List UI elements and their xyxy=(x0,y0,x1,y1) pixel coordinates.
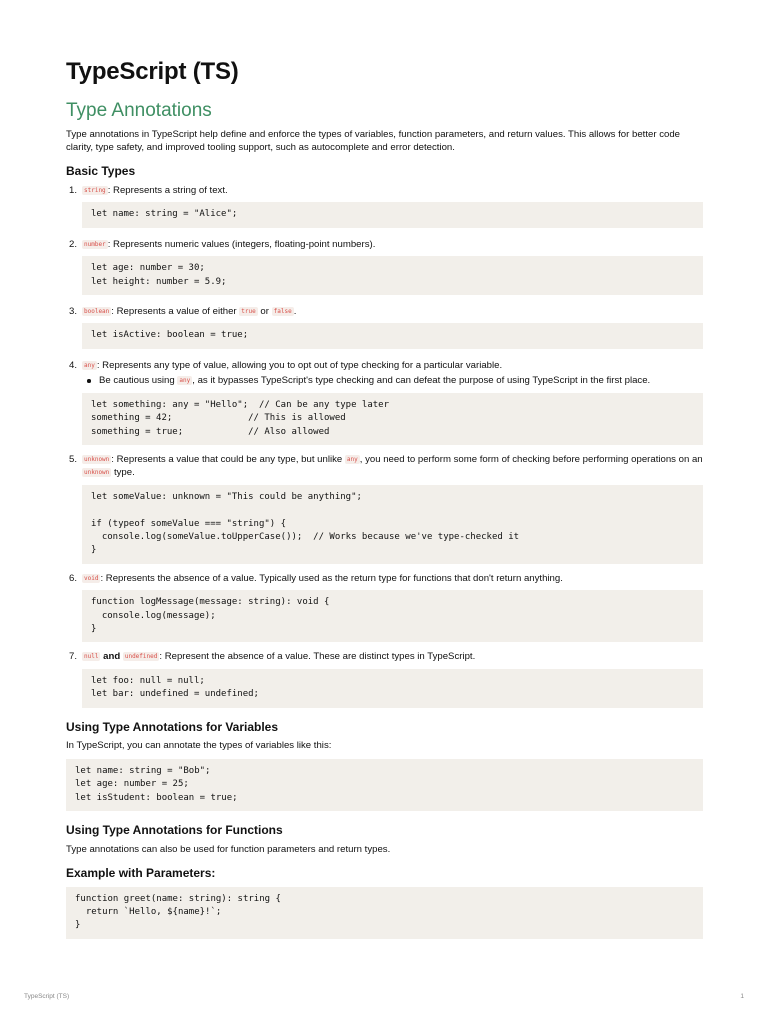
inline-code: any xyxy=(179,377,191,385)
inline-code: string xyxy=(84,186,106,194)
type-desc: string : Represents a string of text. xyxy=(84,184,228,196)
code-block: let someValue: unknown = "This could be anything"; if (typeof someValue === "string") { console.log(someValue.toUpperCase()); // Works because we've type-checked it } xyxy=(82,485,703,564)
list-item: 2. number : Represents numeric values (integers, floating-point numbers). let age: number = 30; let height: number = 5.9; xyxy=(66,238,703,295)
basic-types-list xyxy=(66,184,703,708)
code-block: let isActive: boolean = true; xyxy=(82,323,703,348)
code-block: let age: number = 30; let height: number = 5.9; xyxy=(82,256,703,295)
inline-code: void xyxy=(84,574,99,582)
type-desc: void : Represents the absence of a value. Typically used as the return type for functions that don't return anything. xyxy=(84,572,563,584)
document-page xyxy=(66,58,703,939)
type-desc: number : Represents numeric values (integers, floating-point numbers). xyxy=(84,238,376,250)
code-block: let something: any = "Hello"; // Can be any type later something = 42; // This is allowed something = true; // Also allowed xyxy=(82,393,703,445)
code-block: let name: string = "Bob"; let age: number = 25; let isStudent: boolean = true; xyxy=(66,759,703,811)
inline-code: any xyxy=(84,361,95,369)
footer-title: TypeScript (TS) xyxy=(24,993,70,1000)
type-desc: unknown : Represents a value that could be any type, but unlike any , you need to perform some form of checking before performing operations on an unknown type. xyxy=(84,453,703,479)
intro-paragraph: Type annotations in TypeScript help define and enforce the types of variables, function parameters, and return values. This allows for better code clarity, type safety, and improved tooling support, such as autocomplete and error detection. xyxy=(66,128,681,153)
inline-code: number xyxy=(84,240,106,248)
inline-code: unknown xyxy=(84,455,110,463)
inline-code: unknown xyxy=(84,469,110,477)
list-item: 5. unknown : Represents a value that could be any type, but unlike any , you need to perform some form of checking before performing operations on an unknown type. let someValue: unknown = "This could be anything"; if (typeof someValue === "string") { console.log(someValue.toUpperCase()); // Works because we've type-checked it } xyxy=(66,453,703,564)
section-heading: Type Annotations xyxy=(66,99,212,121)
inline-code: boolean xyxy=(84,308,110,316)
functions-heading: Using Type Annotations for Functions xyxy=(66,822,283,837)
code-block: let name: string = "Alice"; xyxy=(82,202,703,227)
variables-heading: Using Type Annotations for Variables xyxy=(66,719,279,734)
inline-code: true xyxy=(241,308,256,316)
type-desc: null and undefined : Represent the absence of a value. These are distinct types in TypeScript. xyxy=(84,651,476,663)
variables-text: In TypeScript, you can annotate the types of variables like this: xyxy=(66,740,332,752)
code-block: function logMessage(message: string): void { console.log(message); } xyxy=(82,590,703,642)
type-desc: boolean : Represents a value of either true or false . xyxy=(84,306,297,318)
inline-code: undefined xyxy=(124,653,158,661)
inline-code: false xyxy=(273,308,292,316)
list-item: 4. any : Represents any type of value, allowing you to opt out of type checking for a particular variable. Be cautious using any , as it bypasses TypeScript's type checking and can defeat the purpose of using TypeScript in the first place. let something: any = "Hello"; // Can be any type later something = 42; // This is allowed something = true; // Also allowed xyxy=(66,359,703,445)
list-item: Be cautious using any , as it bypasses TypeScript's type checking and can defeat the purpose of using TypeScript in the first place. xyxy=(82,374,703,387)
list-item: 7. null and undefined : Represent the absence of a value. These are distinct types in TypeScript. let foo: null = null; let bar: undefined = undefined; xyxy=(66,650,703,707)
code-block: function greet(name: string): string { return `Hello, ${name}!`; } xyxy=(66,887,703,939)
params-heading: Example with Parameters: xyxy=(66,865,216,880)
page-title: TypeScript (TS) xyxy=(66,58,239,85)
type-desc: any : Represents any type of value, allowing you to opt out of type checking for a particular variable. xyxy=(84,359,503,371)
inline-code: any xyxy=(346,455,358,463)
list-item: 1. string : Represents a string of text. let name: string = "Alice"; xyxy=(66,184,703,228)
page-number: 1 xyxy=(740,993,744,1000)
functions-text: Type annotations can also be used for function parameters and return types. xyxy=(66,843,391,855)
list-item: 3. boolean : Represents a value of either true or false . let isActive: boolean = true; xyxy=(66,305,703,349)
basic-types-heading: Basic Types xyxy=(66,164,136,179)
sub-bullet-list xyxy=(82,374,703,387)
code-block: let foo: null = null; let bar: undefined = undefined; xyxy=(82,669,703,708)
list-item: 6. void : Represents the absence of a value. Typically used as the return type for functions that don't return anything. function logMessage(message: string): void { console.log(message); } xyxy=(66,572,703,643)
inline-code: null xyxy=(84,653,99,661)
